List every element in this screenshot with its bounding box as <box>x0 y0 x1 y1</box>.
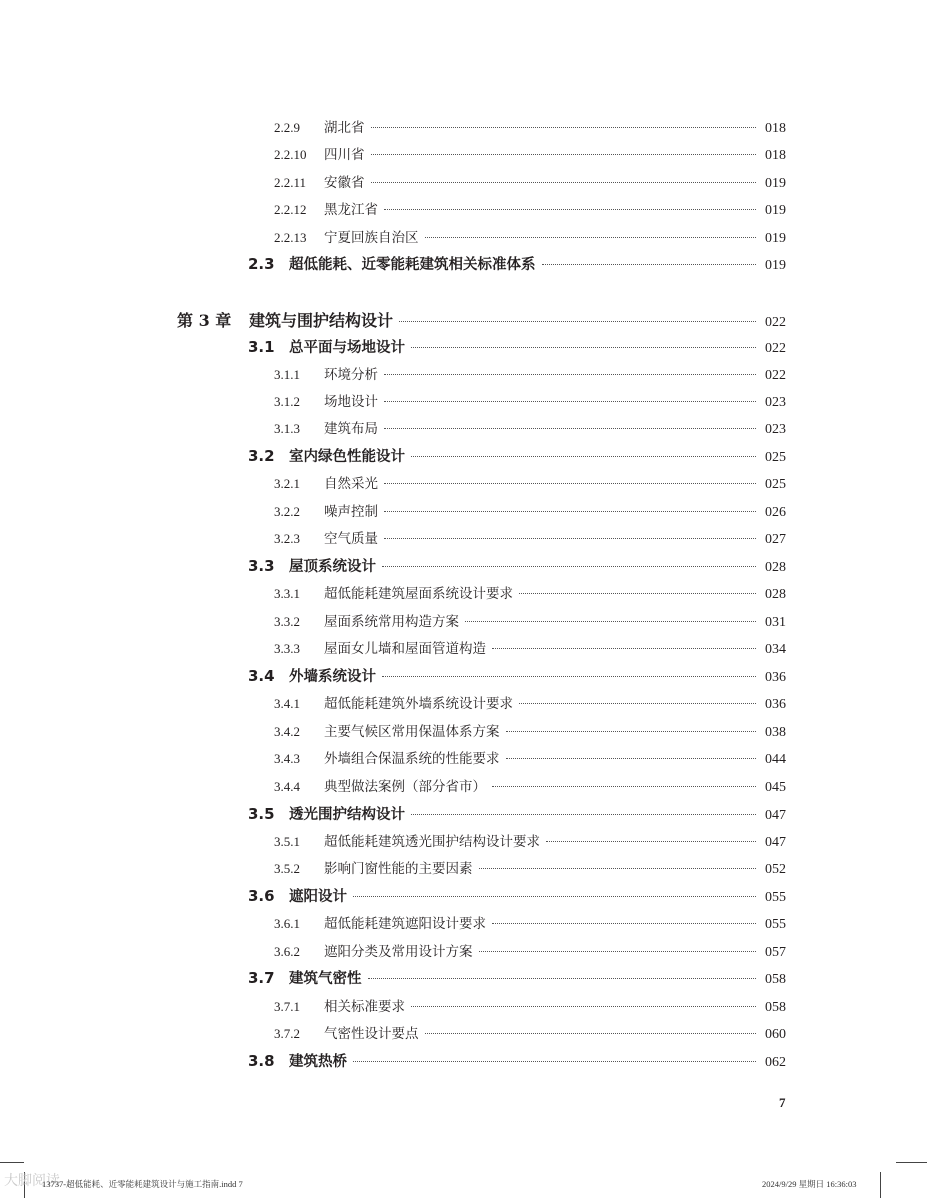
entry-title: 总平面与场地设计 <box>289 340 405 356</box>
toc-entry[interactable] <box>0 967 786 988</box>
entry-page: 045 <box>765 780 786 795</box>
watermark-text: 大脚阅读 <box>4 1173 60 1189</box>
toc-entry[interactable] <box>0 582 786 603</box>
entry-title: 室内绿色性能设计 <box>289 449 405 465</box>
toc-entry[interactable] <box>0 527 786 548</box>
toc-entry[interactable] <box>0 226 786 247</box>
entry-page: 025 <box>765 477 786 492</box>
entry-number: 2.3 <box>248 255 275 273</box>
entry-number: 2.2.10 <box>274 147 307 162</box>
entry-page: 036 <box>765 697 786 712</box>
leader-dots <box>384 538 756 539</box>
entry-title: 超低能耗建筑外墙系统设计要求 <box>324 696 513 712</box>
toc-entry[interactable] <box>0 610 786 631</box>
toc-entry[interactable] <box>0 1022 786 1043</box>
entry-title: 相关标准要求 <box>324 999 405 1015</box>
entry-title: 外墙组合保温系统的性能要求 <box>324 751 500 767</box>
leader-dots <box>382 676 756 677</box>
entry-number: 3.2.1 <box>274 476 300 491</box>
leader-dots <box>479 951 757 952</box>
leader-dots <box>492 648 756 649</box>
entry-page: 058 <box>765 1000 786 1015</box>
entry-page: 047 <box>765 808 786 823</box>
entry-title: 外墙系统设计 <box>289 669 376 685</box>
leader-dots <box>384 209 756 210</box>
entry-title: 遮阳设计 <box>289 889 347 905</box>
toc-entry[interactable] <box>0 308 786 331</box>
entry-page: 022 <box>765 341 786 356</box>
leader-dots <box>382 566 756 567</box>
entry-number: 3.3.3 <box>274 641 300 656</box>
entry-page: 057 <box>765 945 786 960</box>
entry-title: 湖北省 <box>324 120 365 136</box>
leader-dots <box>479 868 757 869</box>
page-number: 7 <box>779 1095 786 1110</box>
entry-page: 031 <box>765 615 786 630</box>
leader-dots <box>465 621 756 622</box>
entry-title: 典型做法案例（部分省市） <box>324 779 486 795</box>
leader-dots <box>492 786 756 787</box>
leader-dots <box>411 814 756 815</box>
entry-title: 超低能耗建筑透光围护结构设计要求 <box>324 834 540 850</box>
leader-dots <box>411 1006 756 1007</box>
entry-number: 3.1.1 <box>274 367 300 382</box>
toc-entry[interactable] <box>0 940 786 961</box>
entry-page: 026 <box>765 505 786 520</box>
entry-number: 3.7.1 <box>274 999 300 1014</box>
leader-dots <box>371 154 757 155</box>
entry-title: 空气质量 <box>324 531 378 547</box>
toc-entry[interactable] <box>0 116 786 137</box>
toc-entry[interactable] <box>0 857 786 878</box>
leader-dots <box>371 182 757 183</box>
entry-number: 2.2.12 <box>274 202 307 217</box>
crop-mark <box>896 1162 927 1163</box>
entry-number: 3.5.1 <box>274 834 300 849</box>
toc-entry[interactable] <box>0 363 786 384</box>
entry-number: 2.2.13 <box>274 230 307 245</box>
toc-entry[interactable] <box>0 445 786 466</box>
toc-entry[interactable] <box>0 995 786 1016</box>
entry-number: 3.2 <box>248 447 275 465</box>
entry-title: 超低能耗、近零能耗建筑相关标准体系 <box>289 257 536 273</box>
entry-title: 影响门窗性能的主要因素 <box>324 861 473 877</box>
slug-timestamp: 2024/9/29 星期日 16:36:03 <box>762 1179 857 1189</box>
entry-page: 018 <box>765 121 786 136</box>
leader-dots <box>353 1061 756 1062</box>
entry-page: 052 <box>765 862 786 877</box>
entry-page: 044 <box>765 752 786 767</box>
leader-dots <box>425 237 757 238</box>
entry-page: 025 <box>765 450 786 465</box>
entry-title: 遮阳分类及常用设计方案 <box>324 944 473 960</box>
entry-page: 055 <box>765 890 786 905</box>
toc-entry[interactable] <box>0 143 786 164</box>
toc-entry[interactable] <box>0 775 786 796</box>
entry-page: 019 <box>765 231 786 246</box>
leader-dots <box>384 401 756 402</box>
toc-entry[interactable] <box>0 417 786 438</box>
toc-entry[interactable] <box>0 830 786 851</box>
entry-number: 3.3.1 <box>274 586 300 601</box>
entry-title: 黑龙江省 <box>324 202 378 218</box>
entry-title: 建筑与围护结构设计 <box>249 311 394 330</box>
entry-title: 建筑气密性 <box>289 971 362 987</box>
toc-entry[interactable] <box>0 500 786 521</box>
entry-title: 屋面女儿墙和屋面管道构造 <box>324 641 486 657</box>
toc-entry[interactable] <box>0 1050 786 1071</box>
entry-title: 屋面系统常用构造方案 <box>324 614 459 630</box>
toc-entry[interactable] <box>0 720 786 741</box>
leader-dots <box>384 511 756 512</box>
entry-page: 047 <box>765 835 786 850</box>
leader-dots <box>411 456 756 457</box>
entry-page: 023 <box>765 422 786 437</box>
entry-page: 022 <box>765 315 786 330</box>
entry-number: 3.4.2 <box>274 724 300 739</box>
entry-title: 建筑布局 <box>324 421 378 437</box>
entry-page: 027 <box>765 532 786 547</box>
toc-entry[interactable] <box>0 692 786 713</box>
leader-dots <box>506 758 757 759</box>
entry-title: 透光围护结构设计 <box>289 807 405 823</box>
entry-number: 3.3 <box>248 557 275 575</box>
entry-number: 3.2.3 <box>274 531 300 546</box>
slug-filename: 13737-超低能耗、近零能耗建筑设计与施工指南.indd 7 <box>42 1179 243 1189</box>
entry-title: 场地设计 <box>324 394 378 410</box>
entry-number: 3.1.2 <box>274 394 300 409</box>
leader-dots <box>519 703 756 704</box>
leader-dots <box>368 978 757 979</box>
entry-number: 2.2.11 <box>274 175 307 190</box>
entry-number: 3.4.1 <box>274 696 300 711</box>
entry-number: 3.1 <box>248 338 275 356</box>
toc-entry[interactable] <box>0 912 786 933</box>
toc-entry[interactable] <box>0 253 786 274</box>
toc-entry[interactable] <box>0 803 786 824</box>
entry-page: 062 <box>765 1055 786 1070</box>
entry-page: 038 <box>765 725 786 740</box>
entry-page: 019 <box>765 203 786 218</box>
toc-entry[interactable] <box>0 665 786 686</box>
leader-dots <box>399 321 756 322</box>
leader-dots <box>411 347 756 348</box>
entry-number: 3.6.2 <box>274 944 300 959</box>
entry-page: 022 <box>765 368 786 383</box>
toc-entry[interactable] <box>0 198 786 219</box>
entry-number: 3.4 <box>248 667 275 685</box>
entry-number: 3.4.4 <box>274 779 300 794</box>
leader-dots <box>384 428 756 429</box>
entry-number: 3.7.2 <box>274 1026 300 1041</box>
entry-title: 安徽省 <box>324 175 365 191</box>
toc-entry[interactable] <box>0 336 786 357</box>
entry-number: 3.4.3 <box>274 751 300 766</box>
toc-entry[interactable] <box>0 390 786 411</box>
entry-page: 028 <box>765 587 786 602</box>
entry-title: 建筑热桥 <box>289 1054 347 1070</box>
toc-entry[interactable] <box>0 555 786 576</box>
entry-page: 036 <box>765 670 786 685</box>
entry-number: 3.5.2 <box>274 861 300 876</box>
entry-page: 018 <box>765 148 786 163</box>
entry-number: 3.6 <box>248 887 275 905</box>
toc-entry[interactable] <box>0 171 786 192</box>
entry-page: 019 <box>765 258 786 273</box>
leader-dots <box>519 593 756 594</box>
entry-title: 噪声控制 <box>324 504 378 520</box>
entry-title: 环境分析 <box>324 367 378 383</box>
entry-number: 2.2.9 <box>274 120 300 135</box>
entry-page: 019 <box>765 176 786 191</box>
leader-dots <box>371 127 757 128</box>
entry-number: 第 3 章 <box>177 311 232 330</box>
entry-title: 自然采光 <box>324 476 378 492</box>
leader-dots <box>425 1033 757 1034</box>
leader-dots <box>353 896 756 897</box>
leader-dots <box>546 841 756 842</box>
entry-title: 主要气候区常用保温体系方案 <box>324 724 500 740</box>
leader-dots <box>506 731 757 732</box>
entry-title: 超低能耗建筑屋面系统设计要求 <box>324 586 513 602</box>
entry-number: 3.8 <box>248 1052 275 1070</box>
toc-entry[interactable] <box>0 885 786 906</box>
entry-page: 055 <box>765 917 786 932</box>
entry-number: 3.2.2 <box>274 504 300 519</box>
leader-dots <box>542 264 757 265</box>
entry-title: 气密性设计要点 <box>324 1026 419 1042</box>
crop-mark <box>880 1172 881 1198</box>
leader-dots <box>384 483 756 484</box>
entry-number: 3.6.1 <box>274 916 300 931</box>
entry-page: 034 <box>765 642 786 657</box>
entry-title: 屋顶系统设计 <box>289 559 376 575</box>
toc-entry[interactable] <box>0 747 786 768</box>
toc-entry[interactable] <box>0 472 786 493</box>
entry-page: 058 <box>765 972 786 987</box>
entry-page: 023 <box>765 395 786 410</box>
crop-mark <box>0 1162 24 1163</box>
entry-number: 3.3.2 <box>274 614 300 629</box>
leader-dots <box>384 374 756 375</box>
entry-number: 3.1.3 <box>274 421 300 436</box>
entry-title: 宁夏回族自治区 <box>324 230 419 246</box>
toc-entry[interactable] <box>0 637 786 658</box>
entry-number: 3.5 <box>248 805 275 823</box>
entry-page: 028 <box>765 560 786 575</box>
leader-dots <box>492 923 756 924</box>
entry-number: 3.7 <box>248 969 275 987</box>
entry-title: 超低能耗建筑遮阳设计要求 <box>324 916 486 932</box>
entry-page: 060 <box>765 1027 786 1042</box>
entry-title: 四川省 <box>324 147 365 163</box>
